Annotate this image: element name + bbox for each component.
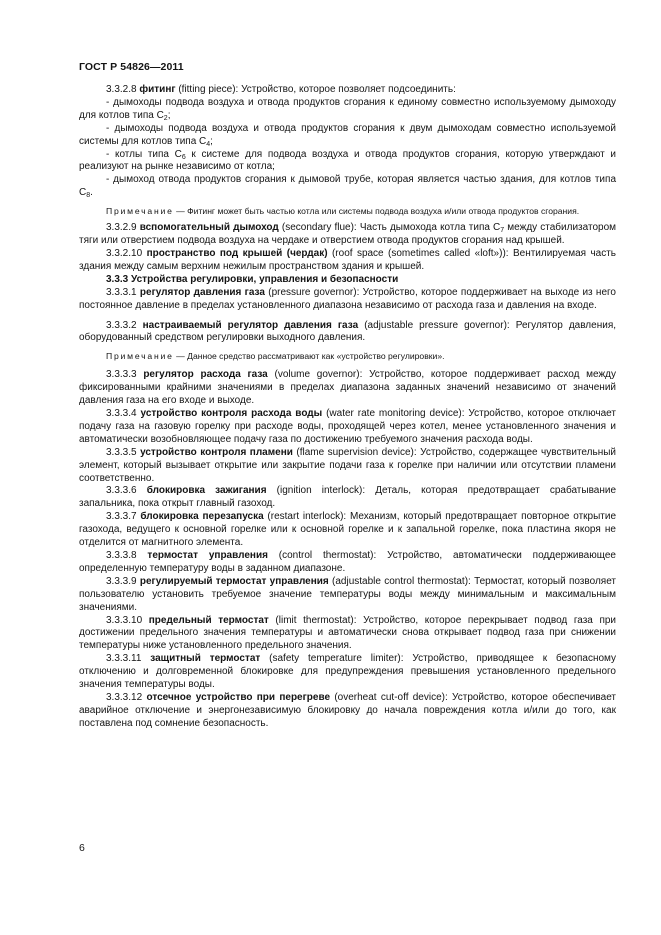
- document-header: ГОСТ Р 54826—2011: [79, 61, 184, 73]
- clause-3-3-2-8: [79, 84, 616, 97]
- list-item: - дымоходы подвода воздуха и отвода продуктов сгорания к единому совместно используемому дымоходу для котлов типа $C_2$;: [79, 96, 616, 122]
- note: Примечание — Фитинг может быть частью котла или системы подвода воздуха и/или отвода продуктов сгорания.: [106, 206, 580, 217]
- clause-3-3-3-10: 3.3.3.10 предельный термостат (limit thermostat): Устройство, которое перекрывает подвод газа при достижении предельного значения температуры и автоматически снова открывает подвод газа при снижении температуры ниже установленного предельного значения.: [79, 614, 617, 652]
- clause-3-3-3-6: 3.3.3.6 блокировка зажигания (ignition interlock): Деталь, которая предотвращает срабатывание запальника, пока открыт главный газоход.: [79, 485, 617, 510]
- note: Примечание — Данное средство рассматривают как «устройство регулировки».: [106, 351, 445, 362]
- clause-3-3-3-8: 3.3.3.8 термостат управления (control thermostat): Устройство, автоматически поддерживающее определенную температуру воды в заданном диапазоне.: [79, 550, 616, 574]
- definition: (fitting piece): Устройство, которое позволяет подсоединить:: [178, 84, 456, 95]
- section-heading-3-3-3: 3.3.3 Устройства регулировки, управления и безопасности: [106, 273, 399, 285]
- clause-3-3-3-9: 3.3.3.9 регулируемый термостат управления (adjustable control thermostat): Термостат, который позволяет пользователю установить требуемое значение температуры воды между минимальным и максимальным значениями.: [79, 575, 616, 613]
- clause-3-3-3-2: 3.3.3.2 настраиваемый регулятор давления газа (adjustable pressure governor): Регулятор давления, оборудованный средством регулировки выходного давления.: [79, 319, 617, 344]
- page-content: [79, 84, 616, 731]
- list-item: - дымоходы подвода воздуха и отвода продуктов сгорания к двум дымоходам совместно используемой системы для котлов типа $C_4$;: [79, 122, 616, 148]
- clause-3-3-3-4: 3.3.3.4 устройство контроля расхода воды (water rate monitoring device): Устройство, которое отключает подачу газа на газовую горелку при расходе воды, проходящей через котел, менее установленного значения и автоматически возобновляющее подачу газа по достижению требуемого значения расхода воды.: [79, 408, 616, 445]
- clause-3-3-3-3: 3.3.3.3 регулятор расхода газа (volume governor): Устройство, которое поддерживает расход между фиксированными крайними значениями в пределах диапазона заданных значений независимо от значений давления газа на его входе и выходе.: [79, 369, 617, 407]
- term: фитинг: [139, 84, 176, 95]
- clause-3-3-3-7: 3.3.3.7 блокировка перезапуска (restart interlock): Механизм, который предотвращает повторное открытие газохода, ведущего к основной горелке или к основной горелке и к запальной горелке, пока пластина якоря не отделится от магнитного элемента.: [79, 511, 617, 549]
- note-label: Примечание: [106, 206, 174, 217]
- clause-3-3-3-1: 3.3.3.1 регулятор давления газа (pressure governor): Устройство, которое поддерживает на выходе из него постоянное давление в пределах установленного диапазона независимо от расхода газа и давления на входе.: [79, 286, 616, 311]
- clause-3-3-2-9: 3.3.2.9 вспомогательный дымоход (secondary flue): Часть дымохода котла типа $C_7$ между стабилизатором тяги или отверстием подвода воздуха на чердаке и отверстием отвода продуктов сгорания над крышей.: [79, 222, 617, 247]
- list-item: - котлы типа $C_6$ к системе для подвода воздуха и отвода продуктов сгорания, которую утверждают и реализуют на рынке независимо от котла;: [79, 148, 616, 173]
- clause-3-3-3-12: 3.3.3.12 отсечное устройство при перегреве (overheat cut-off device): Устройство, которое обеспечивает аварийное отключение и энергонезависимую блокировку до начала повреждения котла и/или до того, как поставлена под сомнение безопасность.: [79, 691, 617, 729]
- list-item: - дымоход отвода продуктов сгорания к дымовой трубе, которая является частью здания, для котлов типа $C_8$.: [79, 174, 616, 200]
- clause-number: 3.3.2.8: [106, 84, 137, 95]
- clause-3-3-3-11: 3.3.3.11 защитный термостат (safety temperature limiter): Устройство, приводящее к безопасному отключению и долговременной блокировке для предупреждения превышения установленного предельного значения температуры воды.: [79, 653, 617, 691]
- page-number: 6: [79, 842, 85, 854]
- clause-3-3-2-10: 3.3.2.10 пространство под крышей (чердак) (roof space (sometimes called «loft»)): Вентилируемая часть здания между самым верхним нежилым пространством здания и крышей.: [79, 247, 617, 272]
- note-label: Примечание: [106, 351, 174, 362]
- clause-3-3-3-5: 3.3.3.5 устройство контроля пламени (flame supervision device): Устройство, содержащее чувствительный элемент, который вызывает открытие или закрытие подачи газа к горелке при наличии или отсутствии пламени соответственно.: [79, 446, 616, 484]
